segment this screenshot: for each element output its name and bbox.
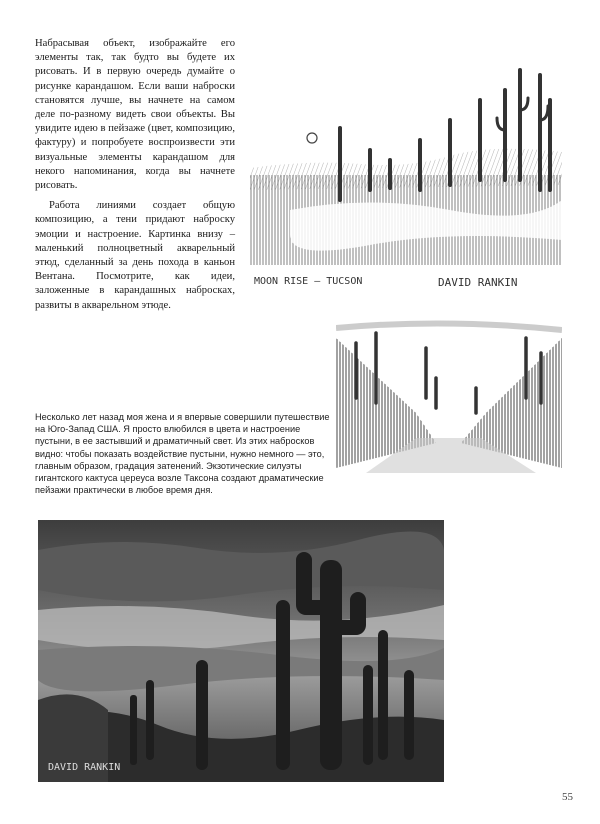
sketch1-signature: DAVID RANKIN bbox=[438, 276, 518, 289]
sketch-canyon-road bbox=[336, 318, 562, 475]
painting-signature: DAVID RANKIN bbox=[48, 762, 121, 773]
body-paragraph-1: Набрасывая объект, изображайте его элементы так, так будто вы будете их рисовать. И в первую очередь думайте о рисунке карандашом. Если ваши наброски становятся лучше, вы начнете на самом деле по-разному видеть свои объекты. Вы увидите идею в пейзаже (цвет, композицию, фактуру) и попробуете воспроизвести эти визуальные элементы карандашом для некого напоминания, когда вы начнете рисовать. bbox=[35, 38, 235, 192]
figure-caption: Несколько лет назад моя жена и я впервые совершили путешествие на Юго-Запад США. Я просто влюбился в цвета и настроение пустыни, в ее застывший и драматичный свет. Из этих набросков видно: чтобы показать воздействие пустыни, нужно немного — это, главным образом, градация затенений. Экзотические силуэты гигантского кактуса цереуса возле Таксона создают драматические пейзажи практически в любое время дня. bbox=[35, 412, 330, 496]
page-number: 55 bbox=[562, 791, 573, 803]
sketch-title-handwritten: MOON RISE – TUCSON bbox=[254, 276, 363, 287]
body-text-column bbox=[35, 37, 235, 319]
watercolor-painting bbox=[38, 520, 444, 782]
body-paragraph-2: Работа линиями создает общую композицию, а тени придают наброску эмоции и настроение. Картинка внизу – маленький полноцветный акварельный этюд, сделанный за день похода в каньон Вентана. Посмотрите, как идеи, заложенные в карандашных набросках, развиты в акварельном этюде. bbox=[35, 200, 235, 311]
sketch-moon-rise-tucson bbox=[250, 60, 562, 300]
